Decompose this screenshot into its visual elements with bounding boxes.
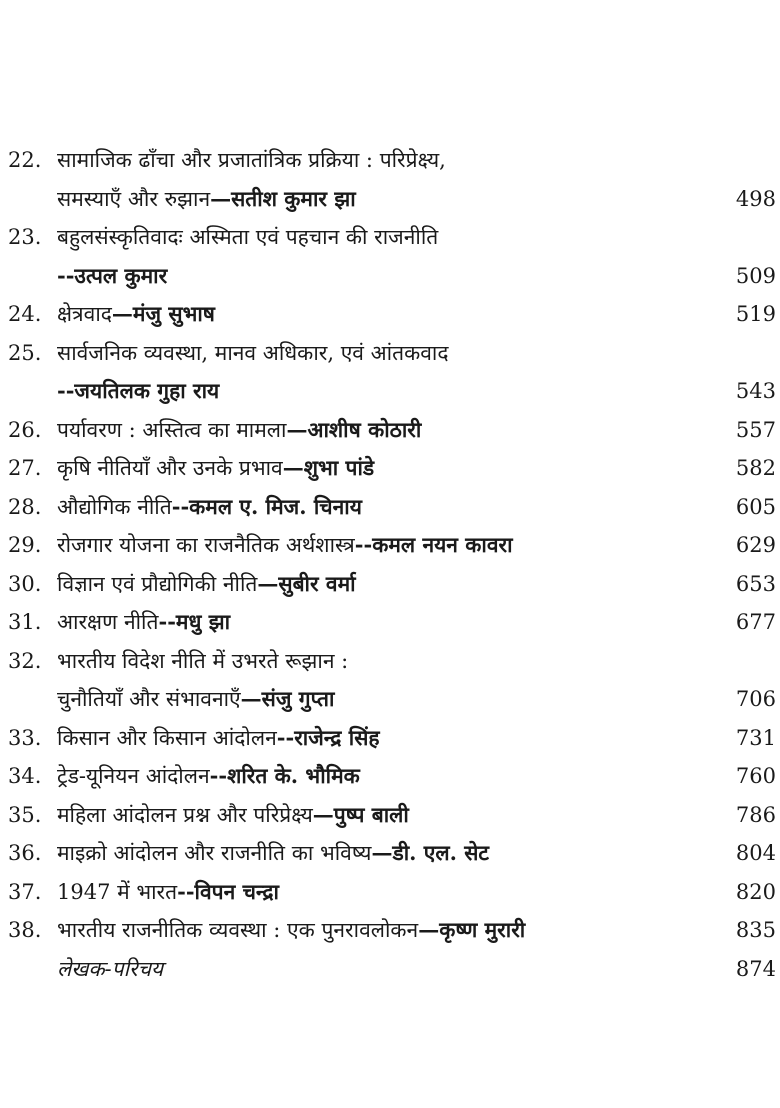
entry-page-number: 677 (735, 610, 776, 634)
entry-number: 25. (8, 340, 42, 365)
entry-author: --राजेन्द्र सिंह (276, 724, 380, 750)
entry-page-number: 706 (735, 687, 776, 711)
entry-number: 32. (8, 648, 42, 673)
toc-entry-appendix (0, 950, 780, 989)
toc-entry-line (0, 834, 780, 873)
entry-text (57, 180, 356, 219)
entry-number: 31. (8, 610, 42, 634)
entry-text (57, 680, 334, 719)
entry-author: —पुष्प बाली (312, 801, 409, 827)
entry-title: भारतीय राजनीतिक व्यवस्था : एक पुनरावलोकन (57, 918, 419, 942)
entry-text (57, 796, 409, 835)
entry-title: बहुलसंस्कृतिवादः अस्मिता एवं पहचान की राजनीति (57, 225, 439, 249)
entry-number: 30. (8, 571, 42, 596)
toc-entry-line (0, 257, 780, 296)
entry-text (57, 488, 362, 527)
entry-title: आरक्षण नीति (57, 610, 159, 634)
entry-text (57, 719, 380, 758)
entry-title: किसान और किसान आंदोलन (57, 725, 277, 750)
toc-entry-line (0, 180, 780, 219)
entry-author: —संजु गुप्ता (240, 686, 335, 711)
entry-title: सार्वजनिक व्यवस्था, मानव अधिकार, एवं आंतकवाद (57, 340, 449, 365)
entry-number: 37. (8, 879, 42, 904)
entry-title: 1947 में भारत (57, 879, 178, 904)
entry-number: 33. (8, 725, 42, 750)
entry-title: क्षेत्रवाद (57, 302, 112, 326)
entry-title: चुनौतियाँ और संभावनाएँ (57, 687, 241, 711)
entry-title: कृषि नीतियाँ और उनके प्रभाव (57, 456, 283, 480)
toc-entry-line (0, 488, 780, 527)
toc-entry-line (0, 141, 780, 180)
entry-title: समस्याएँ और रुझान (57, 186, 211, 211)
toc-entry-line (0, 796, 780, 835)
toc-entry (0, 565, 780, 604)
entry-text (57, 449, 374, 488)
entry-text (57, 141, 446, 180)
entry-author: —शुभा पांडे (282, 455, 375, 480)
toc-entry-line (0, 757, 780, 796)
entry-author: —कृष्ण मुरारी (418, 917, 526, 942)
entry-title: माइक्रो आंदोलन और राजनीति का भविष्य (57, 841, 372, 865)
entry-page-number: 582 (735, 456, 776, 480)
entry-author: --उत्पल कुमार (57, 262, 168, 288)
entry-page-number: 804 (735, 841, 776, 865)
entry-author: --जयतिलक गुहा राय (57, 378, 220, 403)
entry-number: 29. (8, 533, 42, 557)
toc-entry (0, 526, 780, 565)
toc-entry-line (0, 719, 780, 758)
entry-page-number: 629 (735, 533, 776, 557)
entry-text (57, 757, 360, 796)
entry-number: 22. (8, 148, 42, 172)
entry-author: —आशीष कोठारी (286, 416, 422, 442)
toc-entry (0, 873, 780, 912)
entry-page-number: 605 (735, 494, 776, 519)
entry-text (57, 257, 167, 296)
entry-author: —सुबीर वर्मा (257, 570, 356, 596)
entry-author: --विपन चन्द्रा (177, 878, 279, 904)
entry-number: 27. (8, 456, 42, 480)
entry-text (57, 911, 525, 950)
toc-entry (0, 603, 780, 642)
toc-entry-line (0, 911, 780, 950)
entry-title: भारतीय विदेश नीति में उभरते रूझान : (57, 648, 349, 673)
entry-text (57, 642, 348, 681)
entry-author: --शरित के. भौमिक (209, 763, 360, 788)
toc-entry (0, 295, 780, 334)
entry-page-number: 557 (735, 417, 776, 442)
toc-entry (0, 334, 780, 411)
entry-author: --मधु झा (158, 609, 231, 634)
entry-title: विज्ञान एवं प्रौद्योगिकी नीति (57, 571, 258, 596)
entry-page-number: 519 (735, 302, 776, 326)
entry-number: 28. (8, 494, 42, 519)
toc-entry-line (0, 295, 780, 334)
entry-page-number: 653 (735, 571, 776, 596)
toc-entry (0, 757, 780, 796)
entry-number: 38. (8, 918, 42, 942)
toc-entry (0, 834, 780, 873)
entry-title: महिला आंदोलन प्रश्न और परिप्रेक्ष्य (57, 802, 313, 827)
entry-author: --कमल ए. मिज. चिनाय (171, 493, 362, 519)
toc-entry (0, 642, 780, 719)
toc-entry (0, 911, 780, 950)
entry-text (57, 372, 219, 411)
entry-text (57, 334, 448, 373)
entry-title: ट्रेड-यूनियन आंदोलन (57, 764, 210, 788)
entry-text (57, 295, 215, 334)
entry-author: --कमल नयन कावरा (354, 532, 513, 557)
appendix-title: लेखक-परिचय (57, 956, 164, 981)
toc-entry-line (0, 411, 780, 450)
entry-title: औद्योगिक नीति (57, 494, 172, 519)
entry-author: —मंजु सुभाष (111, 301, 215, 326)
toc-entry-line (0, 642, 780, 681)
entry-page-number: 509 (735, 263, 776, 288)
entry-page-number: 498 (735, 186, 776, 211)
entry-text (57, 411, 421, 450)
entry-number: 26. (8, 417, 42, 442)
entry-title: सामाजिक ढाँचा और प्रजातांत्रिक प्रक्रिया : परिप्रेक्ष्य, (57, 148, 446, 172)
toc-entry-line (0, 565, 780, 604)
entry-author: —सतीश कुमार झा (210, 185, 356, 211)
entry-text (57, 603, 230, 642)
toc-entry (0, 449, 780, 488)
appendix-page-number: 874 (735, 956, 776, 981)
entry-number: 23. (8, 225, 42, 249)
entry-page-number: 543 (735, 379, 776, 403)
entry-number: 34. (8, 764, 42, 788)
toc-entry-line (0, 680, 780, 719)
entry-page-number: 760 (735, 764, 776, 788)
entry-text (57, 565, 356, 604)
entry-text (57, 526, 513, 565)
toc-entry-line (0, 372, 780, 411)
toc-entry (0, 411, 780, 450)
entry-text (57, 218, 438, 257)
entry-text (57, 834, 489, 873)
toc-entry-line (0, 334, 780, 373)
toc-entry (0, 719, 780, 758)
entry-number: 35. (8, 802, 42, 827)
entry-text (57, 873, 279, 912)
toc-entry (0, 488, 780, 527)
toc-entry-line (0, 603, 780, 642)
entry-title: रोजगार योजना का राजनैतिक अर्थशास्त्र (57, 533, 355, 557)
table-of-contents (0, 141, 780, 988)
entry-page-number: 835 (735, 918, 776, 942)
entry-number: 36. (8, 841, 42, 865)
entry-title: पर्यावरण : अस्तित्व का मामला (57, 417, 287, 442)
toc-entry (0, 218, 780, 295)
toc-entry (0, 141, 780, 218)
entry-page-number: 820 (735, 879, 776, 904)
entry-number: 24. (8, 302, 42, 326)
entry-page-number: 731 (735, 725, 776, 750)
toc-entry (0, 796, 780, 835)
toc-entry-line (0, 873, 780, 912)
toc-entry-line (0, 449, 780, 488)
toc-entry-line (0, 526, 780, 565)
toc-entry-line (0, 218, 780, 257)
entry-author: —डी. एल. सेट (371, 840, 490, 865)
entry-page-number: 786 (735, 802, 776, 827)
